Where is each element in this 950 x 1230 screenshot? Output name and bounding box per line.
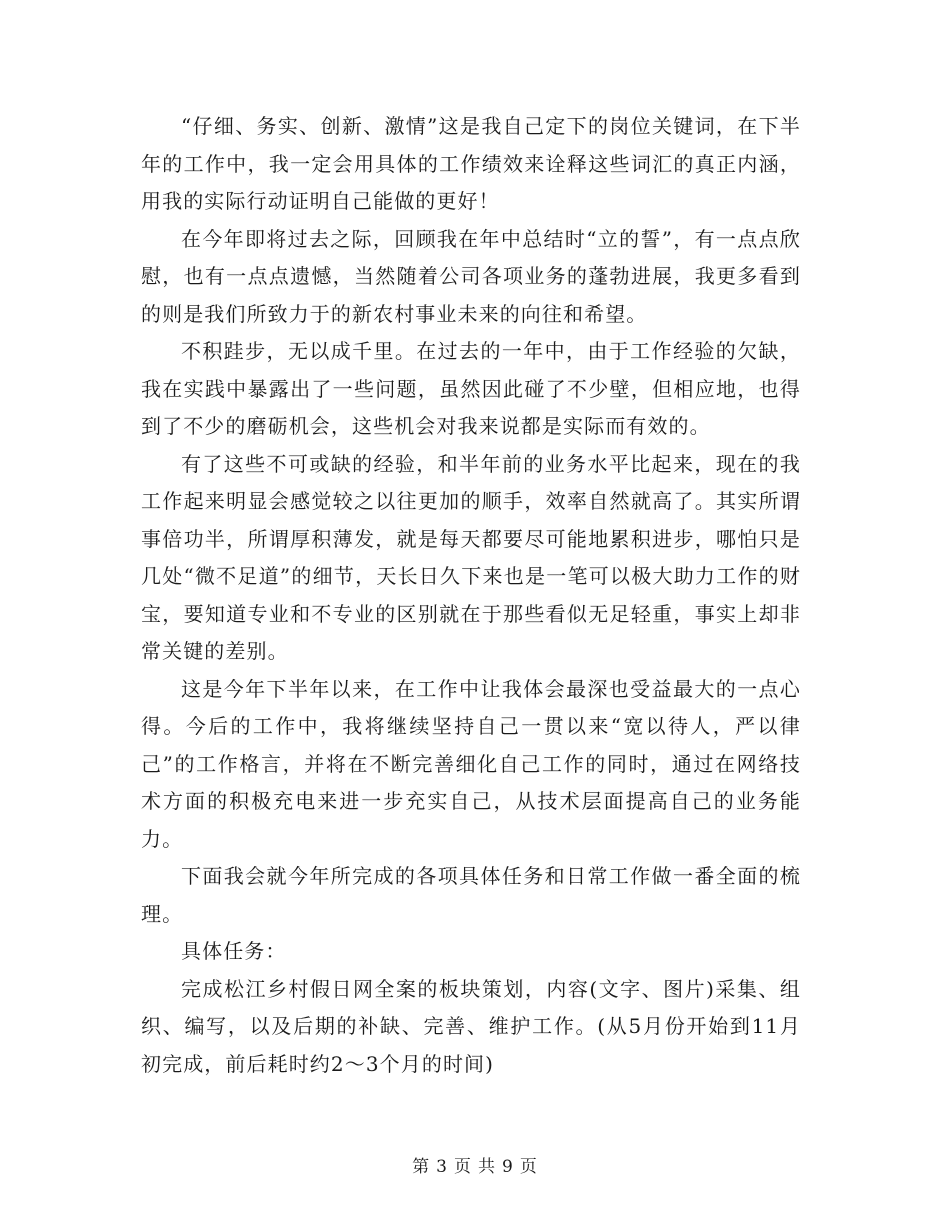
paragraph: 有了这些不可或缺的经验，和半年前的业务水平比起来，现在的我工作起来明显会感觉较之以往更加的顺手，效率自然就高了。其实所谓事倍功半，所谓厚积薄发，就是每天都要尽可能地累积进步，哪怕只是几处“微不足道”的细节，天长日久下来也是一笔可以极大助力工作的财宝，要知道专业和不专业的区别就在于那些看似无足轻重，事实上却非常关键的差别。 bbox=[141, 451, 801, 663]
paragraph: 下面我会就今年所完成的各项具体任务和日常工作做一番全面的梳理。 bbox=[141, 864, 801, 926]
footer-total-word: 共 bbox=[478, 1157, 496, 1177]
footer-page-word: 页 bbox=[454, 1157, 472, 1177]
page-footer bbox=[0, 1152, 950, 1177]
footer-suffix: 页 bbox=[519, 1157, 538, 1177]
current-page-number: 3 bbox=[436, 1157, 448, 1177]
document-body bbox=[141, 108, 801, 1083]
paragraph: 在今年即将过去之际，回顾我在年中总结时“立的誓”，有一点点欣慰，也有一点点遗憾，当然随着公司各项业务的蓬勃进展，我更多看到的则是我们所致力于的新农村事业未来的向往和希望。 bbox=[141, 226, 801, 326]
paragraph: “仔细、务实、创新、激情”这是我自己定下的岗位关键词，在下半年的工作中，我一定会用具体的工作绩效来诠释这些词汇的真正内涵，用我的实际行动证明自己能做的更好！ bbox=[141, 114, 801, 213]
paragraph: 不积跬步，无以成千里。在过去的一年中，由于工作经验的欠缺，我在实践中暴露出了一些问题，虽然因此碰了不少壁，但相应地，也得到了不少的磨砺机会，这些机会对我来说都是实际而有效的。 bbox=[141, 339, 801, 438]
paragraph: 这是今年下半年以来，在工作中让我体会最深也受益最大的一点心得。今后的工作中，我将继续坚持自己一贯以来“宽以待人，严以律己”的工作格言，并将在不断完善细化自己工作的同时，通过在网络技术方面的积极充电来进一步充实自己，从技术层面提高自己的业务能力。 bbox=[141, 676, 801, 851]
paragraph: 完成松江乡村假日网全案的板块策划，内容(文字、图片)采集、组织、编写，以及后期的补缺、完善、维护工作。(从5月份开始到11月初完成，前后耗时约2～3个月的时间) bbox=[141, 976, 801, 1076]
paragraph-heading: 具体任务： bbox=[181, 939, 287, 963]
total-page-count: 9 bbox=[502, 1157, 514, 1177]
footer-prefix: 第 bbox=[412, 1157, 431, 1177]
